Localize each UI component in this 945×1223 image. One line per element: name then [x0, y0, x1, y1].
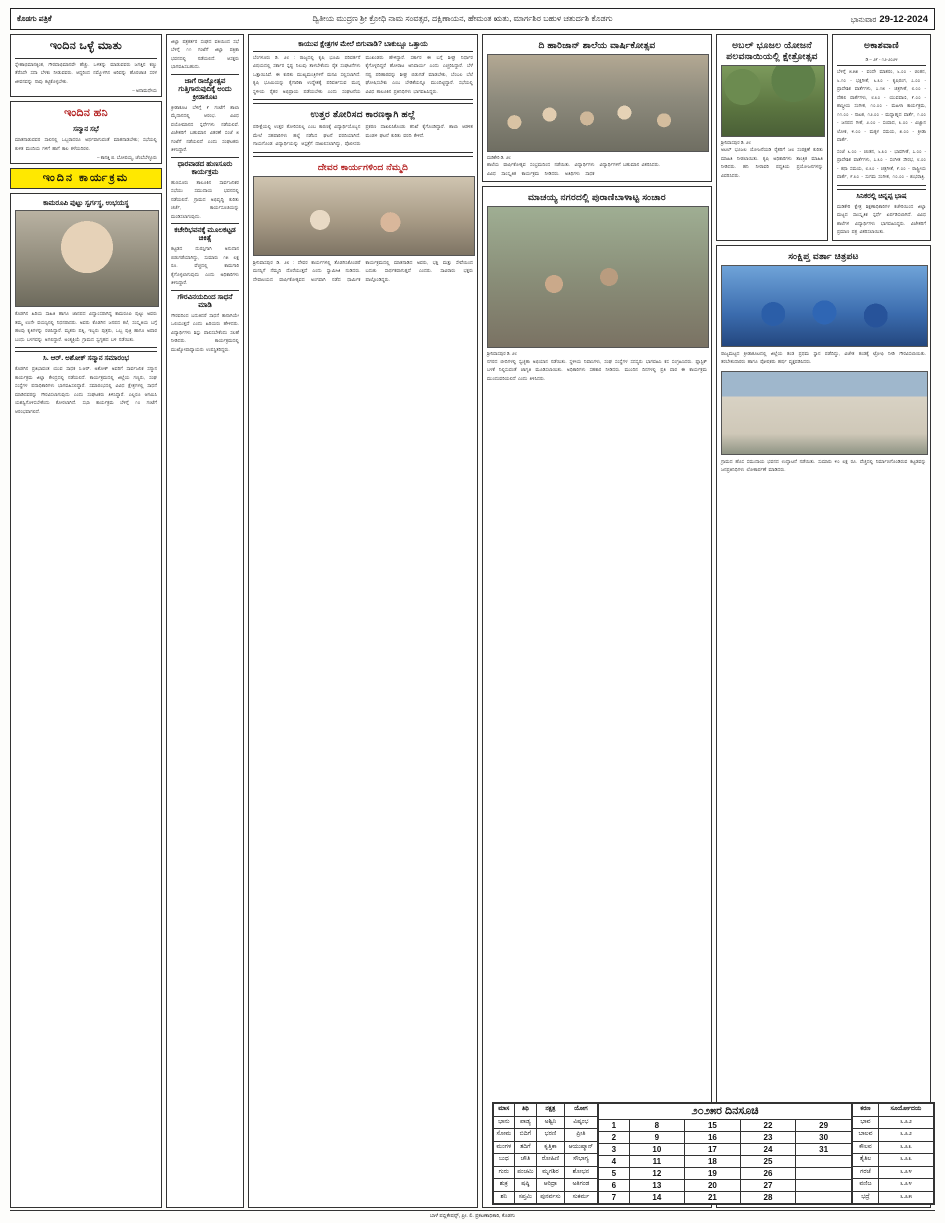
table-row: ಗರಜೆ ೬.೩೪	[853, 1166, 934, 1179]
obituary-photo	[15, 210, 157, 307]
page-footer: ಬಾಳೆ ಪಬ್ಲಿಕೇಷನ್ಸ್, ಪ್ರೀ. ಲಿ. ಪ್ರಕಟಣಾಧಿಕಾರಿ, ಕೊಡಗು	[10, 1210, 935, 1219]
groundwater-caption: ಶ್ರೀನಿವಾಸಪುರ ಡಿ. ೨೮	[721, 140, 751, 145]
table-row: 3 10 17 24 31	[599, 1144, 852, 1156]
school-anniversary-text: ಶಾಲೆಯ ವಾರ್ಷಿಕೋತ್ಸವ ಸಂಭ್ರಮದಿಂದ ನಡೆಯಿತು. ವಿದ್ಯಾರ್ಥಿಗಳು ವಿವಿಧ ಸಾಂಸ್ಕೃತಿಕ ಕಾರ್ಯಕ್ರಮ ನೀಡಿದರು. ಅತಿಥಿಗಳು ಸಾಧಕ ವಿದ್ಯಾರ್ಥಿಗಳಿಗೆ ಬಹುಮಾನ ವಿತರಿಸಿದರು.	[487, 162, 660, 176]
drop-title: ಇಂದಿನ ಹನಿ	[64, 107, 108, 120]
drop-sign: – ಕಾನತ್ತಿ ಬಿ. ಬೋಪಯ್ಯ, ಚೆಂಬೆಬೆಳ್ಳೂರು	[96, 155, 157, 161]
calendar-strip	[492, 1102, 935, 1205]
news-brief-caption-1: ರಾಜ್ಯಮಟ್ಟದ ಕ್ರೀಡಾಕೂಟದಲ್ಲಿ ಜಿಲ್ಲೆಯ ತಂಡ ಪ್ರಥಮ ಸ್ಥಾನ ಪಡೆದಿದ್ದು, ವಿಜೇತ ತಂಡಕ್ಕೆ ಟ್ರೋಫಿ ನೀಡಿ ಗೌರವಿಸಲಾಯಿತು. ತರಬೇತುದಾರರು ಹಾಗೂ ಪೋಷಕರು ಹರ್ಷ ವ್ಯಕ್ತಪಡಿಸಿದರು.	[721, 350, 926, 365]
divider	[253, 152, 473, 157]
groundwater-box	[716, 34, 828, 241]
today-program-banner: ಇಂದಿನ ಕಾರ್ಯಕ್ರಮ	[10, 168, 162, 189]
col3-bottom-text: ಶ್ರೀನಿವಾಸಪುರ ಡಿ. ೨೮ : ದೇವರ ಕಾರ್ಯಗಳಲ್ಲಿ ತೊಡಗಿಸಿಕೊಂಡರೆ ಮನಸ್ಸಿಗೆ ನೆಮ್ಮದಿ ದೊರೆಯುತ್ತದೆ ಎಂದು ಸ್ವಾಮೀಜಿ ನುಡಿದರು. ದೇವಾಲಯದ ವಾರ್ಷಿಕೋತ್ಸವದ ಅಂಗವಾಗಿ ನಡೆದ ಧಾರ್ಮಿಕ ಕಾರ್ಯಕ್ರಮದಲ್ಲಿ ಮಾತನಾಡಿದ ಅವರು, ಭಕ್ತಿ ಮತ್ತು ಸೇವೆಯಿಂದ ಬದುಕು ಸಾರ್ಥಕವಾಗುತ್ತದೆ ಎಂದರು. ಸಾವಿರಾರು ಭಕ್ತರು ಪಾಲ್ಗೊಂಡಿದ್ದರು.	[253, 259, 473, 282]
table-row: ಬಾಲವ ೬.೩೨	[853, 1129, 934, 1142]
masthead-title: ಕೊಡಗು ಪತ್ರಿಕೆ	[17, 14, 52, 23]
program-item-text: ಕಟ್ಟಡದ ದುರಸ್ತಿಗಾಗಿ ಅನುದಾನ ಬಿಡುಗಡೆಯಾಗಿದ್ದು, ಸುಮಾರು ೧೫ ಲಕ್ಷ ರೂ. ವೆಚ್ಚದಲ್ಲಿ ಕಾಮಗಾರಿ ಕೈಗೊಳ್ಳಲಾಗುವುದು ಎಂದು ಅಧಿಕಾರಿಗಳು ತಿಳಿಸಿದ್ದಾರೆ.	[171, 246, 239, 286]
column-1	[10, 34, 162, 1212]
city-cleanup-box	[482, 186, 712, 1208]
groundwater-text: ಅಟಲ್ ಭೂಜಲ ಯೋಜನೆಯಡಿ ರೈತರಿಗೆ ಜಲ ಸಂರಕ್ಷಣೆ ಕುರಿತು ಮಾಹಿತಿ ನೀಡಲಾಯಿತು. ಕೃಷಿ ಅಧಿಕಾರಿಗಳು ತಾಂತ್ರಿಕ ಮಾಹಿತಿ ನೀಡಿದರು. ಹನಿ ನೀರಾವರಿ ಪದ್ಧತಿಯ ಪ್ರಯೋಜನಗಳನ್ನು ವಿವರಿಸಿದರು.	[721, 147, 823, 178]
table-row: ಭಾವ ೬.೩೨	[853, 1116, 934, 1129]
cal-left-header: ತಿಥಿ	[514, 1104, 537, 1117]
news-brief-caption-2: ಗ್ರಾಮದ ಹೊಸ ಸಮುದಾಯ ಭವನದ ಉದ್ಘಾಟನೆ ನಡೆಯಿತು. ಸುಮಾರು ೪೦ ಲಕ್ಷ ರೂ. ವೆಚ್ಚದಲ್ಲಿ ನಿರ್ಮಾಣಗೊಂಡಿರುವ ಕಟ್ಟಡವನ್ನು ಜನಪ್ರತಿನಿಧಿಗಳು ಲೋಕಾರ್ಪಣೆ ಮಾಡಿದರು.	[721, 458, 926, 472]
cal-left-header: ನಕ್ಷತ್ರ	[537, 1104, 565, 1117]
news-brief-head: ಸಂಕ್ಷಿಪ್ತ ವರ್ತಾ ಚಿತ್ರಪಟ	[788, 250, 859, 261]
radio-text-1: ಬೆಳಿಗ್ಗೆ ೫.೫೫ - ವಂದೇ ಮಾತರಂ, ೬.೦೦ - ಚಿಂತನ, ೬.೧೦ - ಭಕ್ತಿಗೀತೆ, ೬.೩೦ - ಕೃಷಿರಂಗ, ೭.೦೦ - ಪ್ರಾದೇಶಿಕ ವಾರ್ತೆಗಳು, ೭.೧೫ - ಚಿತ್ರಗೀತೆ, ೮.೦೦ - ದೆಹಲಿ ವಾರ್ತೆಗಳು, ೮.೩೦ - ಯುವವಾಣಿ, ೯.೦೦ - ಶಾಸ್ತ್ರೀಯ ಸಂಗೀತ, ೧೦.೦೦ - ಮಹಿಳಾ ಕಾರ್ಯಕ್ರಮ, ೧೧.೦೦ - ನಾಟಕ, ೧೨.೦೦ - ಮಧ್ಯಾಹ್ನದ ವಾರ್ತೆ, ೧.೦೦ - ಜನಪದ ಗೀತೆ, ೨.೦೦ - ಸಂವಾದ, ೩.೦೦ - ವಿಜ್ಞಾನ ಲೋಕ, ೪.೦೦ - ಮಕ್ಕಳ ಸಮಯ, ೫.೦೦ - ಕ್ರೀಡಾ ವಾರ್ತೆ.	[837, 69, 926, 143]
table-row: 2 9 16 23 30	[599, 1132, 852, 1144]
masthead-date	[808, 14, 928, 25]
school-anniversary-photo	[487, 54, 707, 152]
table-row: 4 11 18 25	[599, 1156, 852, 1168]
program-item-head: ಧಾರವಾಡದ ಹುಣಸೂರು ಕಾರ್ಯಕ್ರಮ	[177, 160, 233, 176]
calendar-dates-table	[598, 1103, 852, 1204]
table-row: 1 8 15 22 29	[599, 1120, 852, 1132]
school-anniversary-caption: ಮಡಿಕೇರಿ ಡಿ. ೨೮	[487, 155, 511, 160]
cal-right-header: ಸೂರ್ಯೋದಯ	[878, 1104, 933, 1117]
culture-text: ಮಡಿಕೇರಿ ಕ್ಷೇತ್ರ ಶಿಕ್ಷಣಾಧಿಕಾರಿಗಳ ಕಚೇರಿಯಿಂದ ಜಿಲ್ಲಾ ಮಟ್ಟದ ಸಾಂಸ್ಕೃತಿಕ ಸ್ಪರ್ಧೆ ಏರ್ಪಡಿಸಲಾಗಿದೆ. ವಿವಿಧ ಶಾಲೆಗಳ ವಿದ್ಯಾರ್ಥಿಗಳು ಭಾಗವಹಿಸಿದ್ದರು. ವಿಜೇತರಿಗೆ ಪ್ರಮಾಣ ಪತ್ರ ವಿತರಿಸಲಾಯಿತು.	[837, 203, 926, 235]
program-list-box	[166, 34, 244, 1208]
divider	[171, 74, 239, 75]
building-photo	[721, 371, 926, 455]
table-row: 7 14 21 28	[599, 1192, 852, 1204]
divider	[253, 99, 473, 104]
col3-mid-text: ಪರೀಕ್ಷೆಯಲ್ಲಿ ಉತ್ತರ ತೋರಿಸಲಿಲ್ಲ ಎಂಬ ಕಾರಣಕ್ಕೆ ವಿದ್ಯಾರ್ಥಿಯೊಬ್ಬನ ಮೇಲೆ ಸಹಪಾಠಿಗಳು ಹಲ್ಲೆ ನಡೆಸಿದ ಘಟನೆ ವರದಿಯಾಗಿದೆ. ಗಾಯಗೊಂಡ ವಿದ್ಯಾರ್ಥಿಯನ್ನು ಆಸ್ಪತ್ರೆಗೆ ದಾಖಲಿಸಲಾಗಿದ್ದು, ಪೊಲೀಸರು ಪ್ರಕರಣ ದಾಖಲಿಸಿಕೊಂಡು ತನಿಖೆ ಕೈಗೊಂಡಿದ್ದಾರೆ. ಶಾಲಾ ಆಡಳಿತ ಮಂಡಳಿ ಘಟನೆ ಕುರಿತು ವರದಿ ಕೇಳಿದೆ.	[253, 124, 473, 147]
table-row: ಭದ್ರೆ ೬.೩೫	[853, 1191, 934, 1204]
radio-date: ಡಿ – ೨೯ - ೧೨-೨೦೨೪	[865, 57, 898, 62]
divider	[171, 290, 239, 291]
program-item-text: ಗೌರವದಿಂದ ಬದುಕಿದರೆ ಸಾಧನೆ ತಾನಾಗಿಯೇ ಒಲಿಯುತ್ತದೆ ಎಂದು ಹಿರಿಯರು ಹೇಳಿದರು. ವಿದ್ಯಾರ್ಥಿಗಳು ಶಿಸ್ತು ಪಾಲಿಸಬೇಕೆಂದು ಸಲಹೆ ನೀಡಿದರು. ಕಾರ್ಯಕ್ರಮದಲ್ಲಿ ಮುಖ್ಯೋಪಾಧ್ಯಾಯರು ಉಪಸ್ಥಿತರಿದ್ದರು.	[171, 312, 239, 352]
divider	[15, 347, 157, 352]
drop-box	[10, 101, 162, 164]
cal-left-header: ಯೋಗ	[564, 1104, 597, 1117]
col3-top-text: ಬೆಂಗಳೂರು ಡಿ. ೨೮ : ರಾಜ್ಯದಲ್ಲಿ ಕೃಷಿ ಭೂಮಿ ಪರಿವರ್ತನೆ ವಿಷಯದಲ್ಲಿ ಸರ್ಕಾರ ಸ್ಪಷ್ಟ ನಿಲುವು ತಾಳಬೇಕೆಂದು ರೈತ ಸಂಘಟನೆಗಳು ಒತ್ತಾಯಿಸಿವೆ. ಈ ಕುರಿತು ಮುಖ್ಯಮಂತ್ರಿಗಳಿಗೆ ಮನವಿ ಸಲ್ಲಿಸಲಾಗಿದೆ. ಕೃಷಿ ಭೂಮಿಯನ್ನು ಕೈಗಾರಿಕಾ ಉದ್ದೇಶಕ್ಕೆ ಪರಿವರ್ತಿಸುವ ಮುನ್ನ ಸ್ಥಳೀಯ ರೈತರ ಅಭಿಪ್ರಾಯ ಪಡೆಯಬೇಕು ಎಂದು ಸಂಘಟನೆಯ ಮುಖಂಡರು ಹೇಳಿದ್ದಾರೆ. ಸರ್ಕಾರ ಈ ಬಗ್ಗೆ ಶೀಘ್ರ ನಿರ್ಧಾರ ಕೈಗೊಳ್ಳದಿದ್ದರೆ ಹೋರಾಟ ಅನಿವಾರ್ಯ ಎಂದು ಎಚ್ಚರಿಸಿದ್ದಾರೆ. ಬೆಳೆ ನಷ್ಟ ಪರಿಹಾರವನ್ನು ಶೀಘ್ರ ಬಿಡುಗಡೆ ಮಾಡಬೇಕು, ಬೆಂಬಲ ಬೆಲೆ ಘೋಷಿಸಬೇಕು ಎಂಬ ಬೇಡಿಕೆಯನ್ನೂ ಮುಂದಿಟ್ಟಿದ್ದಾರೆ. ಸಭೆಯಲ್ಲಿ ವಿವಿಧ ತಾಲೂಕಿನ ಪ್ರತಿನಿಧಿಗಳು ಭಾಗವಹಿಸಿದ್ದರು.	[253, 55, 473, 94]
column-5	[716, 34, 931, 1212]
school-anniversary-head: ದಿ ಹಾರಿಜಾನ್ ಶಾಲೆಯ ವಾರ್ಷಿಕೋತ್ಸವ	[538, 40, 656, 50]
table-row: ಶನಿ ಸಪ್ತಮಿ ಪುನರ್ವಸು ಸುಕರ್ಮ	[494, 1191, 598, 1204]
column3-box	[248, 34, 478, 1208]
temple-photo	[253, 176, 473, 256]
masthead-center: ದ್ವಿತೀಯ ಮುದ್ರಣ ಶ್ರೀ ಕ್ರೋಧಿ ನಾಮ ಸಂವತ್ಸರ, ದಕ್ಷಿಣಾಯನ, ಹೇಮಂತ ಋತು, ಮಾರ್ಗಶಿರ ಬಹುಳ ಚತುರ್ದಶಿ ಕೊಡಗು	[312, 14, 613, 23]
city-cleanup-text: ನಗರದ ಬೀದಿಗಳಲ್ಲಿ ಸ್ವಚ್ಛತಾ ಅಭಿಯಾನ ನಡೆಯಿತು. ಸ್ಥಳೀಯ ನಿವಾಸಿಗಳು, ಸಂಘ ಸಂಸ್ಥೆಗಳ ಸದಸ್ಯರು ಭಾಗವಹಿಸಿ ಕಸ ಸಂಗ್ರಹಿಸಿದರು. ಪ್ಲಾಸ್ಟಿಕ್ ಬಳಕೆ ನಿಲ್ಲಿಸುವಂತೆ ಜಾಗೃತಿ ಮೂಡಿಸಲಾಯಿತು. ಅಧಿಕಾರಿಗಳು ಸಹಕಾರ ನೀಡಿದರು. ಮುಂದಿನ ದಿನಗಳಲ್ಲಿ ಪ್ರತಿ ವಾರ ಈ ಕಾರ್ಯಕ್ರಮ ಮುಂದುವರಿಯಲಿದೆ ಎಂದು ತಿಳಿಸಿದರು.	[487, 358, 707, 381]
table-row: ಶುಕ್ರ ಷಷ್ಠಿ ಆರಿದ್ರಾ ಅತಿಗಂಡ	[494, 1179, 598, 1192]
program-item-text: ಜಿಲ್ಲಾ ಪತ್ರಕರ್ತರ ಸಂಘದ ವತಿಯಿಂದ ಸಭೆ ಬೆಳಿಗ್ಗೆ ೧೧ ಗಂಟೆಗೆ ಜಿಲ್ಲಾ ಪತ್ರಿಕಾ ಭವನದಲ್ಲಿ ನಡೆಯಲಿದೆ. ಆಸಕ್ತರು ಭಾಗವಹಿಸಬಹುದು.	[171, 39, 239, 70]
radio-text-2: ಸಂಜೆ ೬.೦೦ - ಚಿಂತನ, ೬.೩೦ - ಭಾವಗೀತೆ, ೭.೦೦ - ಪ್ರಾದೇಶಿಕ ವಾರ್ತೆಗಳು, ೭.೩೦ - ಸಂಗೀತ ಸೌರಭ, ೮.೦೦ - ಕಥಾ ಸಮಯ, ೮.೩೦ - ಚಿತ್ರಗೀತೆ, ೯.೦೦ - ರಾಷ್ಟ್ರೀಯ ವಾರ್ತೆ, ೯.೩೦ - ಸುಗಮ ಸಂಗೀತ, ೧೦.೦೦ - ಶುಭರಾತ್ರಿ.	[837, 148, 926, 180]
table-row: 5 12 19 26	[599, 1168, 852, 1180]
divider	[837, 185, 926, 190]
table-row: ಗುರು ಪಂಚಮಿ ಮೃಗಶಿರ ಶೋಭನ	[494, 1166, 598, 1179]
col3-top-head: ಕಾಯುವ ಕ್ಷೇತ್ರಗಳ ಮೇಲೆ ಬಿಗುವಾಡಿ? ಬಾಕುಬ್ಬೂ ಒತ್ತಾಯ	[298, 41, 428, 48]
groundwater-head: ಅಬಲ್ ಭೂಜಲ ಯೋಜನೆ ಪಲವನಾಯಿಯಲ್ಲಿ ಕ್ಷೇತ್ರೋತ್ಸವ	[726, 40, 818, 61]
drop-text: ಮಾತನಾಡುವವರ ಸಾಲಿನಲ್ಲಿ ಒಬ್ಬರಾದರೂ ಅರ್ಥವಾಗುವಂತೆ ಮಾತನಾಡಬೇಕು; ಸಭೆಯಲ್ಲಿ ಕುಳಿತ ಮಂದಿಯ ಗಳಿಗೆ ಹಾಗೆ ಕಾಲ ಕಳೆಯದಿರಲಿ.	[15, 137, 157, 151]
table-row: ಮಂಗಳ ತದಿಗೆ ಕೃತ್ತಿಕಾ ಆಯುಷ್ಮಾನ್	[494, 1141, 598, 1154]
cal-left-header: ಮಾಸ	[494, 1104, 515, 1117]
col3-bottom-head: ದೇವರ ಕಾರ್ಯಗಳಿಂದ ನೆಮ್ಮದಿ	[317, 161, 409, 172]
table-row: ಬುಧ ಚೌತಿ ರೋಹಿಣಿ ಸೌಭಾಗ್ಯ	[494, 1154, 598, 1167]
sports-team-photo	[721, 265, 926, 347]
table-row: ಸೋಮ ಬಿದಿಗೆ ಭರಣಿ ಪ್ರೀತಿ	[494, 1129, 598, 1142]
program-item-head: ಗೌರವಿನಯದಿಂದ ಸಾಧನೆ ಮಾಡಿ	[177, 293, 233, 309]
program-item-head: ಜಾಗೆ ರಾಜ್ಯೋತ್ಸವ ಗುತ್ತಿಗಾರುವುದಿಕ್ಕೆ ಅಂದು ಕ್ರೀಡಾಕೂಟ	[178, 77, 232, 101]
table-row: ಕೌಲವ ೬.೩೩	[853, 1141, 934, 1154]
city-cleanup-head: ಮಾಚಯ್ಯ ನಗರದಲ್ಲಿ ಪುರಾಣಿಬಾಳಾಟ್ಟ ಸಂಚಾರ	[528, 192, 666, 203]
obituary-box	[10, 193, 162, 1208]
program-item-text: ಹುಣಸೂರು ತಾಲೂಕಿನ ಸಾರ್ವಜನಿಕರ ಸಭೆಯು ಸಮುದಾಯ ಭವನದಲ್ಲಿ ನಡೆಯಲಿದೆ. ಗ್ರಾಮದ ಅಭಿವೃದ್ಧಿ ಕುರಿತು ಚರ್ಚೆ, ಕಾರ್ಯಸೂಚಿಯನ್ನು ಮಂಡಿಸಲಾಗುವುದು.	[171, 179, 239, 219]
col3-mid-head: ಉತ್ತರ ತೋರಿಸದ ಕಾರಣಕ್ಕಾಗಿ ಹಲ್ಲೆ	[310, 109, 416, 120]
felicitation-text: ಕೊಡಗಿನ ಪ್ರತಿಭಾವಂತ ಯುವ ಸಾಧಕ ಸಿ.ಆರ್. ಅಶೋಕ್ ಅವರಿಗೆ ಸಾರ್ವಜನಿಕ ಸನ್ಮಾನ ಕಾರ್ಯಕ್ರಮ ಜಿಲ್ಲಾ ಕೇಂದ್ರದಲ್ಲಿ ನಡೆಯಲಿದೆ. ಕಾರ್ಯಕ್ರಮದಲ್ಲಿ ಜಿಲ್ಲೆಯ ಗಣ್ಯರು, ಸಂಘ ಸಂಸ್ಥೆಗಳ ಪದಾಧಿಕಾರಿಗಳು ಭಾಗವಹಿಸಲಿದ್ದಾರೆ. ಸಮಾರಂಭದಲ್ಲಿ ವಿವಿಧ ಕ್ಷೇತ್ರಗಳಲ್ಲಿ ಸಾಧನೆ ಮಾಡಿದವರನ್ನು ಗೌರವಿಸಲಾಗುವುದು ಎಂದು ಸಂಘಟಕರು ತಿಳಿಸಿದ್ದಾರೆ. ಎಲ್ಲರೂ ಆಗಮಿಸಿ ಯಶಸ್ವಿಗೊಳಿಸಬೇಕೆಂದು ಕೋರಲಾಗಿದೆ. ಸಭಾ ಕಾರ್ಯಕ್ರಮ ಬೆಳಿಗ್ಗೆ ೧೦ ಗಂಟೆಗೆ ಆರಂಭವಾಗಲಿದೆ.	[15, 366, 157, 414]
page-grid	[10, 34, 935, 1212]
table-row: ವಣಿಜ ೬.೩೪	[853, 1179, 934, 1192]
city-cleanup-photo	[487, 206, 707, 348]
city-cleanup-caption: ಶ್ರೀನಿವಾಸಪುರ ಡಿ. ೨೮	[487, 351, 517, 357]
felicitation-head: ಸಿ. ಆರ್. ಅಶೋಕ್ ಸನ್ಮಾನ ಸಮಾರಂಭ	[43, 355, 129, 363]
program-item-head: ಕಚೇರಿಭವನಕ್ಕೆ ಮೂಲಕಟ್ಟಡ ಚಿಕಿತ್ಸೆ	[174, 227, 236, 243]
school-anniversary-box	[482, 34, 712, 182]
divider	[837, 65, 926, 66]
column-3	[248, 34, 478, 1212]
obituary-head: ಕಾಮರೂಪಿ ಪುಟ್ಟು ಸ್ವರ್ಗಸ್ಥ, ಉಭಯಸ್ಥ	[43, 200, 129, 208]
calendar-title: ೨೦೨೫ರ ದಿನಸೂಚಿ	[599, 1104, 852, 1120]
cal-right-header: ಕರಣ	[853, 1104, 879, 1117]
obituary-text: ಕೊಡಗಿನ ಹಿರಿಯ ಸಾಹಿತಿ ಹಾಗೂ ಜಾನಪದ ವಿದ್ವಾಂಸರಾಗಿದ್ದ ಕಾಮರೂಪಿ ಪುಟ್ಟು ಅವರು ತಮ್ಮ ೮೦ನೇ ವಯಸ್ಸಿನಲ್ಲಿ ನಿಧನರಾದರು. ಅವರು ಕೊಡಗಿನ ಜನಪದ ಕಲೆ, ಸಂಸ್ಕೃತಿಯ ಬಗ್ಗೆ ಹಲವು ಕೃತಿಗಳನ್ನು ರಚಿಸಿದ್ದಾರೆ. ಮೃತರು ಪತ್ನಿ, ಇಬ್ಬರು ಪುತ್ರರು, ಒಬ್ಬ ಪುತ್ರಿ ಹಾಗೂ ಅಪಾರ ಬಂಧು ಬಳಗವನ್ನು ಅಗಲಿದ್ದಾರೆ. ಅಂತ್ಯಕ್ರಿಯೆ ಗ್ರಾಮದ ಸ್ವಗೃಹದ ಬಳಿ ನಡೆಯಿತು.	[15, 311, 157, 342]
radio-schedule-box	[832, 34, 931, 241]
divider	[253, 51, 473, 52]
column-4	[482, 34, 712, 1212]
divider	[171, 223, 239, 224]
good-word-sign: – ಅನಾಮಧೇಯ	[132, 88, 157, 94]
news-brief-box	[716, 245, 931, 1208]
good-word-title: ಇಂದಿನ ಒಳ್ಳೆ ಮಾತು	[49, 40, 123, 52]
drop-subtitle: ಸನ್ಮಾನ ಸಭೆ	[73, 126, 99, 134]
divider	[171, 157, 239, 158]
table-row: 6 13 20 27	[599, 1180, 852, 1192]
masthead-date-value: 29-12-2024	[879, 13, 928, 25]
program-item-text: ಕ್ರೀಡಾಕೂಟ ಬೆಳಿಗ್ಗೆ ೯ ಗಂಟೆಗೆ ಶಾಲಾ ಮೈದಾನದಲ್ಲಿ ಆರಂಭ. ವಿವಿಧ ವಯೋಮಾನದ ಸ್ಪರ್ಧೆಗಳು ನಡೆಯಲಿವೆ. ವಿಜೇತರಿಗೆ ಬಹುಮಾನ ವಿತರಣೆ ಸಂಜೆ ೫ ಗಂಟೆಗೆ ನಡೆಯಲಿದೆ ಎಂದು ಸಂಘಟಕರು ತಿಳಿಸಿದ್ದಾರೆ.	[171, 104, 239, 153]
good-word-text: ಸ್ನೇಹಾಭಿಮಾನಕ್ಕಿಂತ, ಗೌರವಾಭಿಮಾನವೇ ಹೆಚ್ಚು. ಒಳಿತನ್ನು ಮಾಡುವವರು ಜಗತ್ತಿನ ಕಣ್ಣು ತೆರೆಸಿದೇ ಸದಾ ಬೆಳಕು ನೀಡುವವರು. ಆದ್ದರಿಂದ ನಮ್ಮೊಳಗಿನ ಅರಿವನ್ನು ಹೊರಚಾಚಿ ಸರಳ ಜೀವನವನ್ನು ನಾವು ಕಟ್ಟಿಕೊಳ್ಳಬೇಕು.	[15, 62, 157, 84]
groundwater-photo	[721, 65, 823, 137]
table-row: ತೈತಿಲ ೬.೩೩	[853, 1154, 934, 1167]
masthead-day: ಭಾನುವಾರ	[850, 14, 877, 24]
masthead	[10, 8, 935, 30]
calendar-left-table	[493, 1103, 598, 1204]
radio-head: ಅಕಾಶವಾಣಿ	[864, 40, 899, 50]
divider	[15, 58, 157, 59]
calendar-right-table	[852, 1103, 934, 1204]
good-word-box	[10, 34, 162, 97]
column-2	[166, 34, 244, 1212]
table-row: ಭಾನು ಪಾಡ್ಯ ಅಶ್ವಿನಿ ವಿಷ್ಕಂಭ	[494, 1116, 598, 1129]
culture-head: ಸಿನಿಕರಲ್ಲಿ ಚಿನ್ನಪ್ಪ ಭಾಷ	[856, 192, 907, 200]
